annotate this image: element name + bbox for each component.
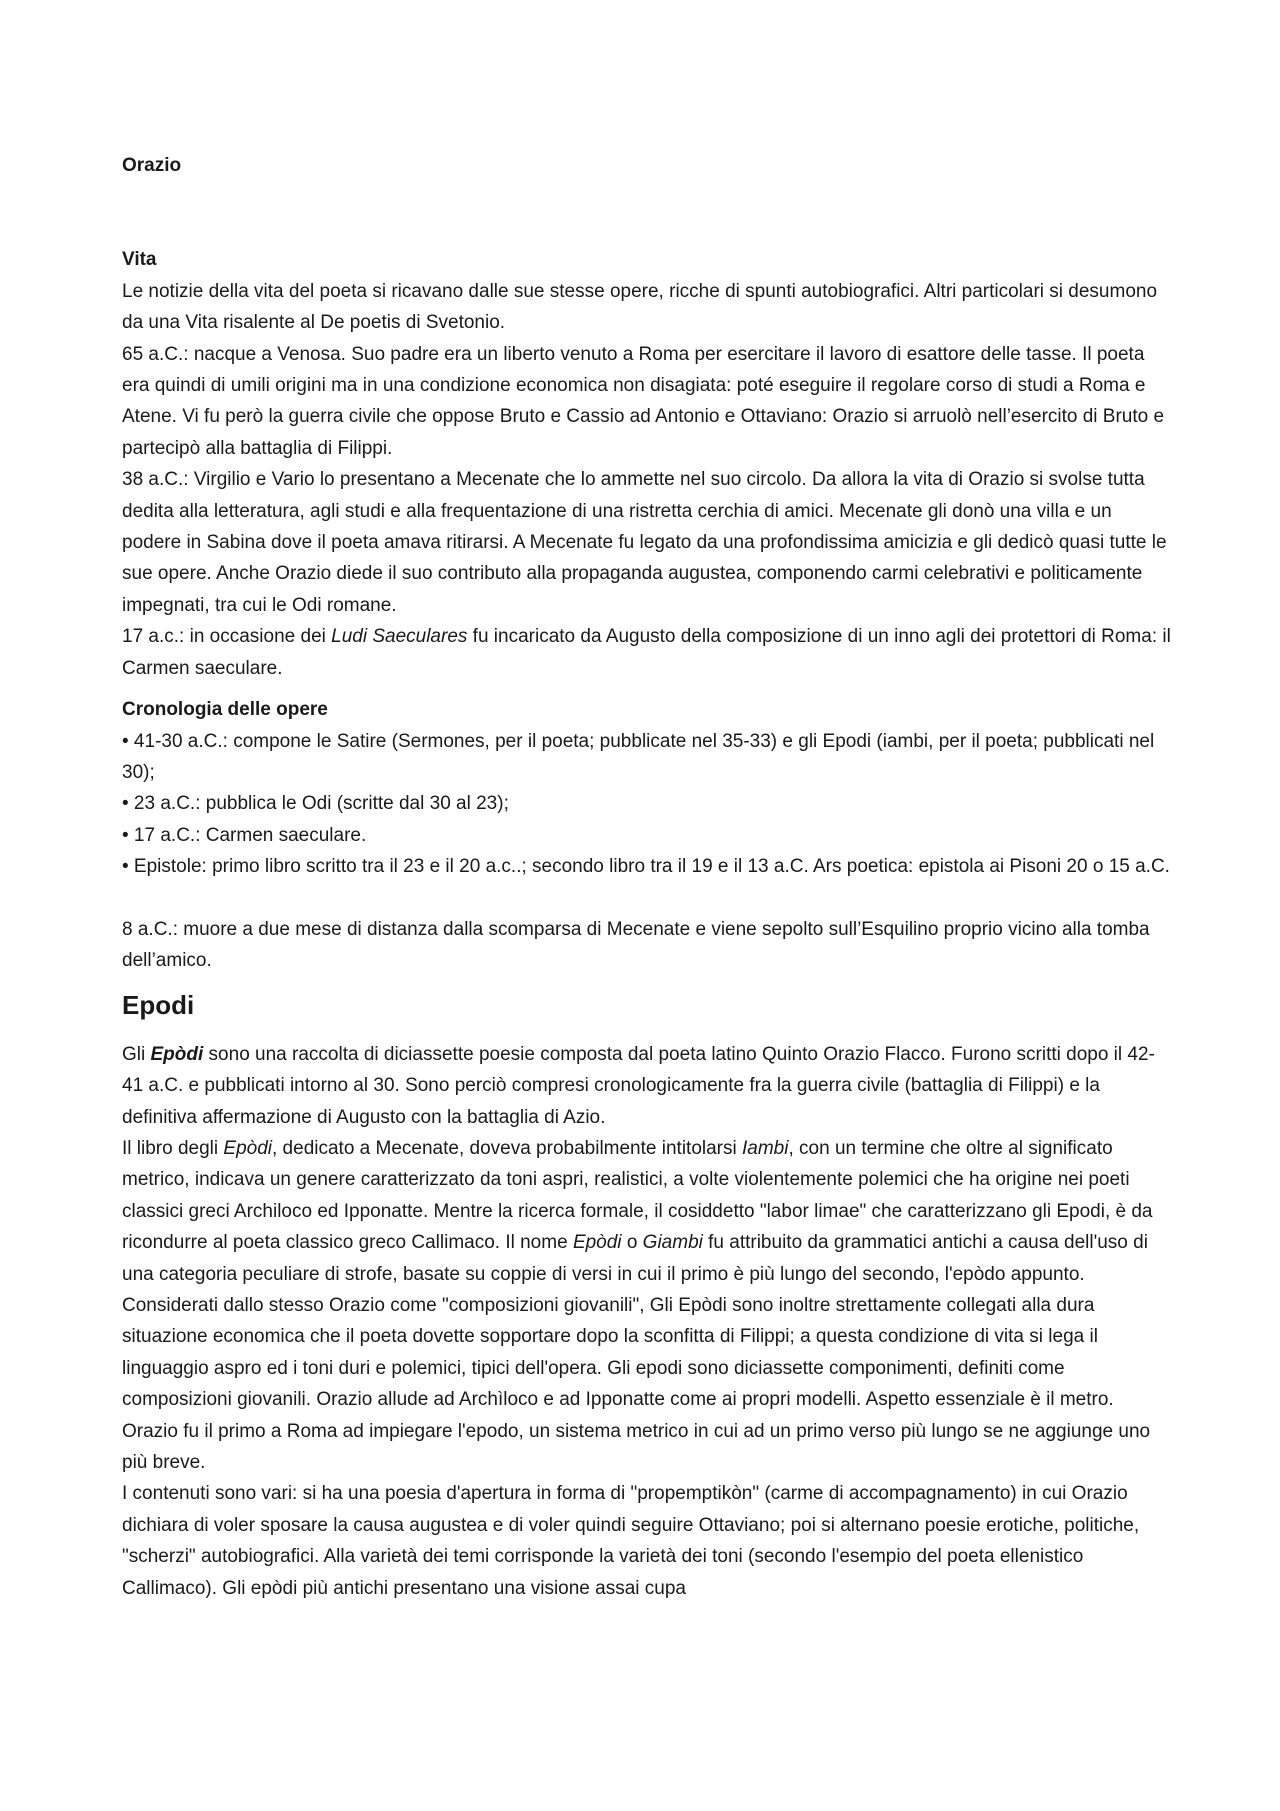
vita-paragraph-3: 38 a.C.: Virgilio e Vario lo presentano a Mecenate che lo ammette nel suo circolo. Da allora la vita di Orazio si svolse tutta dedita alla letteratura, agli studi e alla frequentazione di una ristretta cerchia di amici. Mecenate gli donò una villa e un podere in Sabina dove il poeta amava ritirarsi. A Mecenate fu legato da una profondissima amicizia e gli dedicò quasi tutte le sue opere. Anche Orazio diede il suo contributo alla propaganda augustea, componendo carmi celebrativi e politicamente impegnati, tra cui le Odi romane. (122, 469, 1167, 616)
section-heading-epodi: Epodi (122, 989, 195, 1020)
blank-line (122, 883, 1172, 914)
vita-p4-text-end: fu incaricato da Augusto della composizione di un inno agli dei protettori di Roma: il Carmen saeculare. (122, 626, 1171, 679)
epodi-paragraph-3: Considerati dallo stesso Orazio come "composizioni giovanili", Gli Epòdi sono inoltre strettamente collegati alla dura situazione economica che il poeta dovette sopportare dopo la sconfitta di Filippi; a questa condizione di vita si lega il linguaggio aspro ed i toni duri e polemici, tipici dell'opera. Gli epodi sono diciassette componimenti, definiti come composizioni giovanili. Orazio allude ad Archìloco e ad Ipponatte come ai propri modelli. Aspetto essenziale è il metro. Orazio fu il primo a Roma ad impiegare l'epodo, un sistema metrico in cui ad un primo verso più lungo se ne aggiunge uno più breve. (122, 1294, 1151, 1474)
vita-paragraph-2: 65 a.C.: nacque a Venosa. Suo padre era un liberto venuto a Roma per esercitare il lavoro di esattore delle tasse. Il poeta era quindi di umili origini ma in una condizione economica non disagiata: poté eseguire il regolare corso di studi a Roma e Atene. Vi fu però la guerra civile che oppose Bruto e Cassio ad Antonio e Ottaviano: Orazio si arruolò nell’esercito di Bruto e partecipò alla battaglia di Filippi. (122, 343, 1165, 459)
epodi-p2-text: o (621, 1232, 643, 1254)
cronologia-item: • 23 a.C.: pubblica le Odi (scritte dal 30 al 23); (122, 793, 509, 815)
epodi-p2-text-end: fu attribuito da grammatici antichi a causa dell'uso di una categoria peculiare di strofe, basate su coppie di versi in cui il primo è più lungo del secondo, l'epòdo appunto. (122, 1232, 1148, 1285)
document-page (122, 150, 1172, 1604)
epodi-p2-text: , con un termine che oltre al significato metrico, indicava un genere caratterizzato da toni aspri, realistici, a volte violentemente polemici che ha origine nei poeti classici greci Archiloco ed Ipponatte. Mentre la ricerca formale, il cosiddetto "labor limae" che caratterizzano gli Epodi, è da ricondurre al poeta classico greco Callimaco. Il nome (122, 1137, 1153, 1254)
epodi-paragraph-4: I contenuti sono vari: si ha una poesia d'apertura in forma di "propemptikòn" (carme di accompagnamento) in cui Orazio dichiara di voler sposare la causa augustea e di voler quindi seguire Ottaviano; poi si alternano poesie erotiche, politiche, "scherzi" autobiografici. Alla varietà dei temi corrisponde la varietà dei toni (secondo l'esempio del poeta ellenistico Callimaco). Gli epòdi più antichi presentano una visione assai cupa (122, 1483, 1140, 1599)
epodi-term-bold-italic: Epòdi (150, 1043, 204, 1065)
ludi-saeculares-italic: Ludi Saeculares (331, 626, 468, 648)
epodi-p2-text: , dedicato a Mecenate, doveva probabilmente intitolarsi (272, 1137, 742, 1159)
document-title: Orazio (122, 155, 182, 176)
vita-paragraph-1: Le notizie della vita del poeta si ricavano dalle sue stesse opere, ricche di spunti autobiografici. Altri particolari si desumono da una Vita risalente al De poetis di Svetonio. (122, 280, 1158, 334)
cronologia-item: • 41-30 a.C.: compone le Satire (Sermones, per il poeta; pubblicate nel 35-33) e gli Epodi (iambi, per il poeta; pubblicati nel 30); (122, 730, 1155, 783)
section-heading-vita: Vita (122, 249, 157, 271)
epodi-p2-text: Il libro degli (122, 1137, 224, 1159)
iambi-term-italic: Iambi (742, 1137, 789, 1159)
cronologia-item: • 17 a.C.: Carmen saeculare. (122, 824, 367, 846)
vita-p4-text: 17 a.c.: in occasione dei (122, 626, 332, 648)
epodi-term-italic: Epòdi (223, 1137, 272, 1159)
vita-paragraph-4 (122, 621, 1172, 684)
cronologia-item: • Epistole: primo libro scritto tra il 23 e il 20 a.c..; secondo libro tra il 19 e il 13 a.C. Ars poetica: epistola ai Pisoni 20 o 15 a.C. (122, 856, 1170, 878)
epodi-p1-text-end: sono una raccolta di diciassette poesie composta dal poeta latino Quinto Orazio Flacco. Furono scritti dopo il 42-41 a.C. e pubblicati intorno al 30. Sono perciò compresi cronologicamente fra la guerra civile (battaglia di Filippi) e la definitiva affermazione di Augusto con la battaglia di Azio. (122, 1043, 1155, 1128)
epodi-p1-text: Gli (122, 1043, 151, 1065)
epodi-term-italic: Epòdi (572, 1232, 622, 1254)
section-heading-cronologia: Cronologia delle opere (122, 699, 328, 721)
morte-paragraph: 8 a.C.: muore a due mese di distanza dalla scomparsa di Mecenate e viene sepolto sull’Esquilino proprio vicino alla tomba dell’amico. (122, 918, 1150, 972)
epodi-paragraph-1 (122, 1039, 1172, 1133)
epodi-paragraph-2 (122, 1133, 1172, 1290)
giambi-term-italic: Giambi (642, 1232, 703, 1254)
